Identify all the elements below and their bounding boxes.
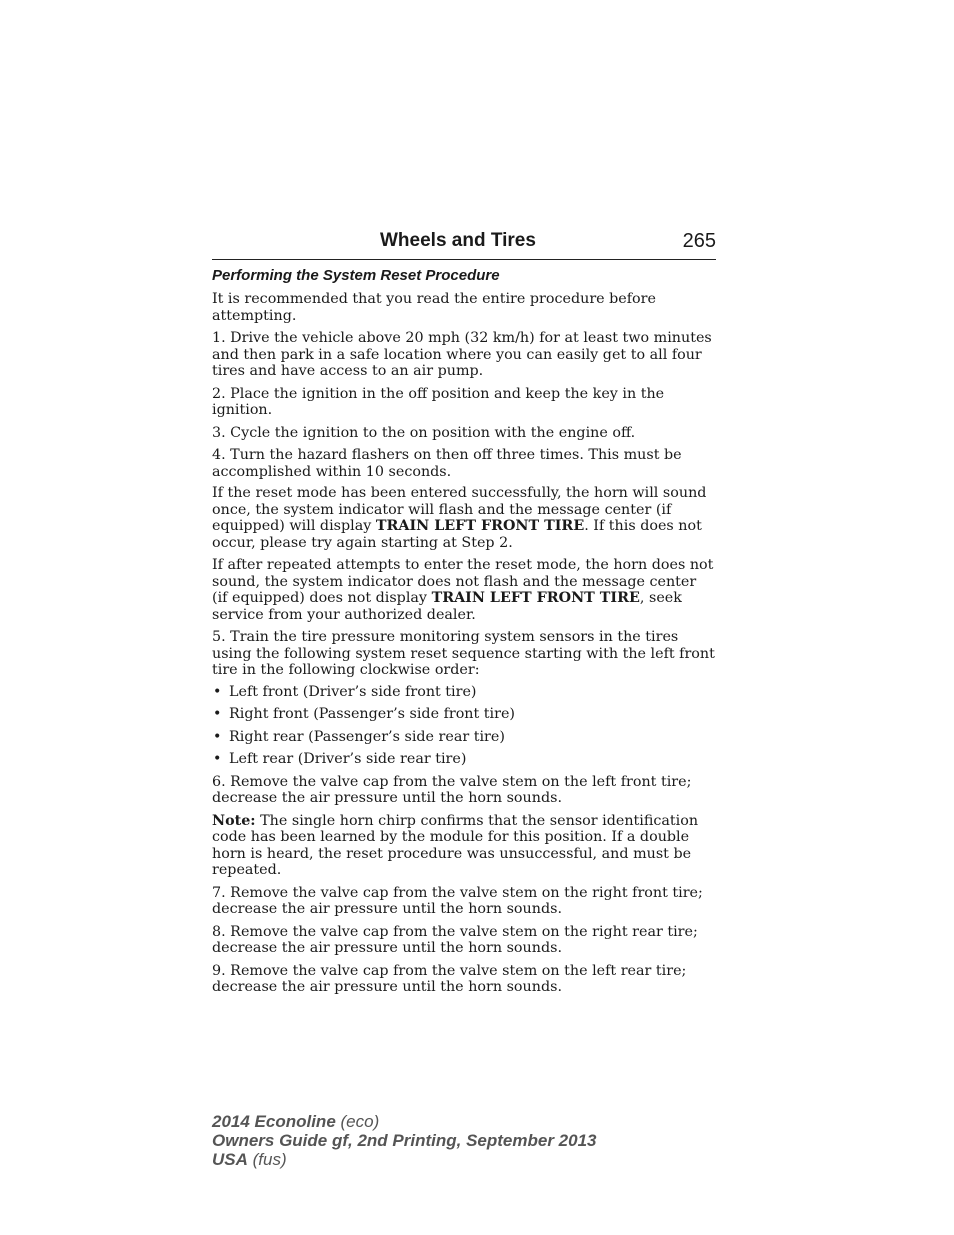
bullet-icon: • bbox=[213, 706, 222, 722]
success-paragraph bbox=[212, 485, 716, 551]
note-text: The single horn chirp confirms that the sensor identification code has been learned by the module for this position. If a double horn is heard, the reset procedure was unsuccessful, and must be repeated. bbox=[212, 812, 699, 878]
list-item bbox=[212, 706, 716, 723]
failure-message: TRAIN LEFT FRONT TIRE bbox=[431, 590, 640, 606]
list-item-text: Left front (Driver’s side front tire) bbox=[229, 683, 477, 700]
footer-guide-line: Owners Guide gf, 2nd Printing, September 2013 bbox=[212, 1131, 597, 1150]
list-item bbox=[212, 684, 716, 701]
note-label: Note: bbox=[212, 812, 256, 829]
footer-model-code: (eco) bbox=[335, 1112, 380, 1131]
footer-model-line bbox=[212, 1112, 596, 1131]
success-message: TRAIN LEFT FRONT TIRE bbox=[375, 518, 585, 534]
footer-model: 2014 Econoline bbox=[212, 1112, 336, 1131]
note-paragraph bbox=[212, 813, 716, 879]
list-item bbox=[212, 751, 716, 768]
list-item-text: Right rear (Passenger’s side rear tire) bbox=[229, 728, 505, 745]
footer-market-line bbox=[212, 1150, 596, 1169]
list-item-text: Left rear (Driver’s side rear tire) bbox=[229, 751, 467, 767]
tire-order-list bbox=[212, 684, 716, 768]
bullet-icon: • bbox=[213, 683, 222, 700]
step-9: 9. Remove the valve cap from the valve stem on the left rear tire; decrease the air pressure until the horn sounds. bbox=[212, 962, 687, 995]
step-5: 5. Train the tire pressure monitoring system sensors in the tires using the following system reset sequence starting with the left front tire in the following clockwise order: bbox=[212, 629, 715, 678]
footer-market-code: (fus) bbox=[247, 1150, 287, 1169]
page-content bbox=[212, 267, 716, 1002]
list-item bbox=[212, 729, 716, 746]
step-6: 6. Remove the valve cap from the valve stem on the left front tire; decrease the air pressure until the horn sounds. bbox=[212, 773, 692, 806]
subheading: Performing the System Reset Procedure bbox=[212, 267, 500, 284]
step-4: 4. Turn the hazard flashers on then off three times. This must be accomplished within 10 seconds. bbox=[212, 447, 682, 480]
page-number: 265 bbox=[682, 230, 716, 252]
bullet-icon: • bbox=[213, 728, 222, 745]
page-footer bbox=[212, 1112, 596, 1169]
section-title: Wheels and Tires bbox=[380, 230, 536, 251]
step-2: 2. Place the ignition in the off position and keep the key in the ignition. bbox=[212, 385, 665, 418]
step-8: 8. Remove the valve cap from the valve stem on the right rear tire; decrease the air pressure until the horn sounds. bbox=[212, 923, 698, 956]
success-text-pre: If the reset mode has been entered successfully, the horn will sound once, the system indicator will flash and the message center (if equipped) will display bbox=[212, 485, 707, 534]
intro-paragraph: It is recommended that you read the entire procedure before attempting. bbox=[212, 291, 656, 324]
list-item-text: Right front (Passenger’s side front tire) bbox=[229, 706, 516, 722]
step-1: 1. Drive the vehicle above 20 mph (32 km/h) for at least two minutes and then park in a safe location where you can easily get to all four tires and have access to an air pump. bbox=[212, 330, 712, 379]
step-7: 7. Remove the valve cap from the valve stem on the right front tire; decrease the air pressure until the horn sounds. bbox=[212, 884, 703, 917]
footer-market: USA bbox=[212, 1150, 248, 1169]
bullet-icon: • bbox=[213, 751, 222, 767]
success-text-post: . If this does not occur, please try again starting at Step 2. bbox=[212, 518, 702, 551]
failure-text-pre: If after repeated attempts to enter the reset mode, the horn does not sound, the system indicator does not flash and the message center (if equipped) does not display bbox=[212, 557, 714, 606]
failure-paragraph bbox=[212, 557, 716, 623]
page-header bbox=[212, 229, 716, 260]
step-3: 3. Cycle the ignition to the on position with the engine off. bbox=[212, 424, 636, 441]
failure-text-post: , seek service from your authorized dealer. bbox=[212, 590, 682, 623]
